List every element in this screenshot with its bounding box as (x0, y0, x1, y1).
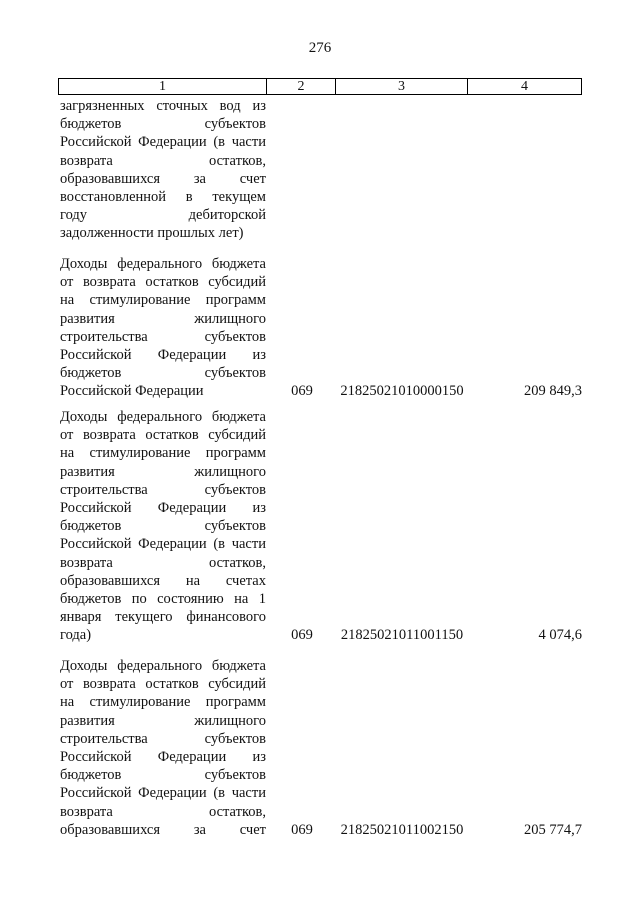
word: (в (213, 785, 226, 802)
word: субсидий (208, 427, 266, 444)
admin-code-cell: 069 (291, 627, 313, 644)
word: возврата (60, 152, 113, 169)
word: текущем (212, 189, 266, 206)
word: на (60, 694, 75, 711)
word: субсидий (208, 676, 266, 693)
word: федерального (117, 256, 203, 272)
description-line (60, 554, 266, 572)
description-line (60, 463, 266, 481)
description-line (60, 152, 266, 170)
word: Федерации (157, 347, 227, 364)
word: от (60, 427, 74, 444)
description-line (60, 517, 266, 535)
word: году (60, 207, 88, 224)
word: Российской (60, 785, 132, 802)
word: по (131, 591, 147, 608)
word: бюджетов (60, 116, 122, 133)
word: 1 (258, 591, 266, 608)
word: развития (60, 463, 115, 480)
word: субъектов (204, 116, 266, 133)
description-line (60, 766, 266, 784)
word: бюджетов (60, 518, 122, 535)
word: Федерации (157, 749, 227, 766)
word: стимулирование (89, 292, 191, 309)
description-line (60, 408, 266, 426)
word: Федерации (138, 134, 207, 151)
word: бюджетов (60, 767, 122, 784)
word: бюджетов (60, 591, 122, 608)
word: жилищного (194, 463, 266, 480)
description-line (60, 608, 266, 626)
word: Доходы (60, 256, 108, 272)
word: возврата (82, 274, 136, 291)
description-line (60, 675, 266, 693)
description-line (60, 328, 266, 346)
word: за (193, 170, 206, 187)
word: образовавшихся (60, 572, 161, 589)
description-line (60, 712, 266, 730)
word: строительства (60, 328, 148, 345)
word: субсидий (208, 274, 266, 291)
word: текущего (115, 609, 173, 626)
word: Федерации (138, 785, 207, 802)
word: Федерации (157, 500, 227, 517)
word: развития (60, 310, 115, 327)
amount-cell: 4 074,6 (538, 627, 582, 644)
word: остатков (145, 676, 199, 693)
word: стимулирование (89, 445, 191, 462)
word: из (252, 749, 266, 766)
word: Российской (60, 347, 132, 364)
word: жилищного (194, 310, 266, 327)
word: возврата (82, 427, 136, 444)
description-line (60, 310, 266, 328)
word: счетах (225, 572, 266, 589)
description-line (60, 382, 266, 400)
word: субъектов (204, 767, 266, 784)
description-line (60, 693, 266, 711)
word: за (193, 821, 206, 838)
word: (в (213, 134, 226, 151)
word: развития (60, 712, 115, 729)
description-line (60, 133, 266, 151)
word: бюджета (211, 658, 266, 674)
word: возврата (60, 803, 113, 820)
description-line (60, 426, 266, 444)
description-line (60, 97, 266, 115)
description-line (60, 115, 266, 133)
word: образовавшихся (60, 821, 161, 838)
word: из (252, 347, 266, 364)
word: программ (205, 292, 266, 309)
word: вод (219, 98, 241, 114)
word: задолженности прошлых лет) (60, 225, 244, 242)
word: образовавшихся (60, 170, 161, 187)
word: строительства (60, 730, 148, 747)
word: программ (205, 694, 266, 711)
word: части (231, 134, 266, 151)
word: жилищного (194, 712, 266, 729)
word: на (60, 445, 75, 462)
word: субъектов (204, 328, 266, 345)
word: восстановленной (60, 189, 167, 206)
description-line (60, 803, 266, 821)
word: загрязненных (60, 98, 145, 114)
description-line (60, 572, 266, 590)
column-header-1: 1 (59, 79, 267, 94)
word: остатков, (209, 803, 266, 820)
word: остатков, (209, 152, 266, 169)
word: остатков (145, 274, 199, 291)
word: федерального (117, 658, 203, 674)
word: субъектов (204, 365, 266, 382)
description-line (60, 590, 266, 608)
word: Российской (60, 500, 132, 517)
admin-code-cell: 069 (291, 821, 313, 838)
description-line (60, 206, 266, 224)
amount-cell: 209 849,3 (524, 383, 582, 400)
word: из (252, 98, 266, 114)
word: стимулирование (89, 694, 191, 711)
word: субъектов (204, 730, 266, 747)
description-line (60, 535, 266, 553)
word: от (60, 274, 74, 291)
word: Доходы (60, 658, 108, 674)
description-line (60, 499, 266, 517)
word: бюджета (211, 256, 266, 272)
word: на (60, 292, 75, 309)
row-description (60, 97, 266, 243)
word: субъектов (204, 481, 266, 498)
description-line (60, 291, 266, 309)
word: субъектов (204, 518, 266, 535)
word: Федерации (138, 536, 207, 553)
table-header-row (58, 78, 582, 95)
word: остатков (145, 427, 199, 444)
word: Доходы (60, 409, 108, 425)
word: части (231, 536, 266, 553)
word: дебиторской (188, 207, 266, 224)
word: января (60, 609, 102, 626)
word: федерального (117, 409, 203, 425)
description-line (60, 821, 266, 839)
word: от (60, 676, 74, 693)
word: счет (239, 821, 266, 838)
word: возврата (82, 676, 136, 693)
word: счет (239, 170, 266, 187)
word: состоянию (157, 591, 224, 608)
description-line (60, 784, 266, 802)
column-header-2: 2 (267, 79, 336, 94)
admin-code-cell: 069 (291, 383, 313, 400)
word: Российской (60, 134, 132, 151)
row-description (60, 657, 266, 839)
word: остатков, (209, 554, 266, 571)
budget-code-cell: 21825021011002150 (340, 821, 464, 838)
description-line (60, 346, 266, 364)
description-line (60, 170, 266, 188)
word: Российской (60, 536, 132, 553)
word: Российской Федерации (60, 383, 204, 400)
word: бюджетов (60, 365, 122, 382)
page-number: 276 (308, 40, 332, 56)
description-line (60, 224, 266, 242)
word: части (231, 785, 266, 802)
row-description (60, 408, 266, 645)
word: Российской (60, 749, 132, 766)
description-line (60, 364, 266, 382)
column-header-4: 4 (521, 79, 528, 94)
budget-code-cell: 21825021011001150 (340, 627, 464, 644)
word: программ (205, 445, 266, 462)
word: года) (60, 627, 92, 644)
description-line (60, 481, 266, 499)
word: на (185, 572, 201, 589)
description-line (60, 657, 266, 675)
word: на (234, 591, 249, 608)
description-line (60, 273, 266, 291)
column-header-3: 3 (336, 79, 468, 94)
word: финансового (186, 609, 266, 626)
word: из (252, 500, 266, 517)
word: (в (213, 536, 226, 553)
row-description (60, 255, 266, 401)
word: бюджета (211, 409, 266, 425)
word: строительства (60, 481, 148, 498)
word: в (185, 189, 193, 206)
amount-cell: 205 774,7 (524, 821, 582, 838)
word: возврата (60, 554, 113, 571)
description-line (60, 626, 266, 644)
budget-code-cell: 21825021010000150 (340, 383, 464, 400)
description-line (60, 748, 266, 766)
description-line (60, 730, 266, 748)
description-line (60, 188, 266, 206)
description-line (60, 444, 266, 462)
word: сточных (156, 98, 208, 114)
description-line (60, 255, 266, 273)
